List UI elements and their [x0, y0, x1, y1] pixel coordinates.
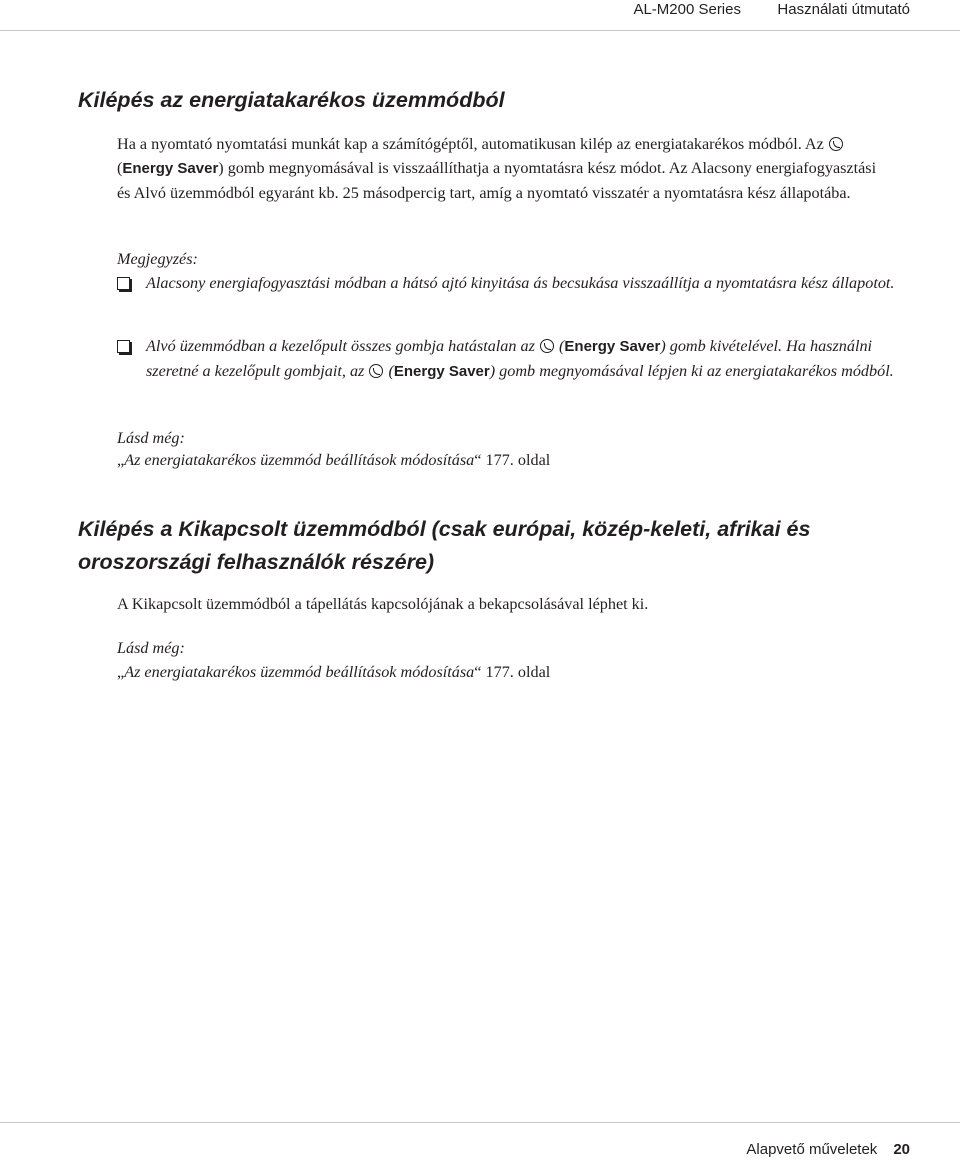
page-footer [746, 1141, 910, 1158]
note-item-low-power: Alacsony energiafogyasztási módban a hátsó ajtó kinyitása ás becsukása visszaállítja a nyomtatásra kész állapotot. [117, 271, 897, 295]
page-number: 20 [893, 1141, 910, 1158]
energy-saver-icon [829, 137, 843, 151]
note-item-sleep-mode: Alvó üzemmódban a kezelőpult összes gombja hatástalan az (Energy Saver) gomb kivételével. Ha használni szeretné a kezelőpult gombjait, az (Energy Saver) gomb megnyomásával lépjen ki az energiatakarékos módból. [117, 334, 897, 384]
energy-saver-icon [369, 364, 383, 378]
cross-reference-text: Az energiatakarékos üzemmód beállítások módosítása [124, 663, 475, 681]
cross-reference-page: 177. oldal [481, 451, 551, 469]
section-title-energy-saver-exit: Kilépés az energiatakarékos üzemmódból [78, 88, 505, 112]
see-also-label: Lásd még: [117, 639, 185, 657]
note-label: Megjegyzés: [117, 250, 198, 268]
section1-paragraph: Ha a nyomtató nyomtatási munkát kap a számítógéptől, automatikusan kilép az energiatakarékos módból. Az (Energy Saver) gomb megnyomásával is visszaállíthatja a nyomtatásra kész módot. Az Alacsony energiafogyasztási és Alvó üzemmódból egyaránt kb. 25 másodpercig tart, amíg a nyomtató visszatér a nyomtatásra kész állapotába. [117, 135, 877, 202]
cross-reference-link[interactable]: „Az energiatakarékos üzemmód beállítások módosítása“ 177. oldal [117, 451, 551, 469]
energy-saver-icon [540, 339, 554, 353]
checkbox-bullet-icon [117, 277, 130, 290]
footer-divider [0, 1122, 960, 1123]
energy-saver-label: Energy Saver [393, 363, 490, 380]
checkbox-bullet-icon [117, 340, 130, 353]
section-title-power-off-exit: Kilépés a Kikapcsolt üzemmódból (csak európai, közép-keleti, afrikai és oroszországi felhasználók részére) [78, 517, 811, 574]
cross-reference-text: Az energiatakarékos üzemmód beállítások módosítása [124, 451, 475, 469]
cross-reference-link[interactable]: „Az energiatakarékos üzemmód beállítások módosítása“ 177. oldal [117, 663, 551, 681]
page-header [0, 0, 960, 31]
section2-paragraph: A Kikapcsolt üzemmódból a tápellátás kapcsolójának a bekapcsolásával léphet ki. [117, 595, 649, 613]
chapter-name: Alapvető műveletek [746, 1141, 878, 1158]
see-also-label: Lásd még: [117, 429, 185, 447]
energy-saver-label: Energy Saver [564, 338, 661, 355]
energy-saver-label: Energy Saver [122, 160, 219, 177]
product-series: AL-M200 Series [633, 1, 741, 18]
cross-reference-page: 177. oldal [481, 663, 551, 681]
guide-title: Használati útmutató [777, 1, 910, 18]
